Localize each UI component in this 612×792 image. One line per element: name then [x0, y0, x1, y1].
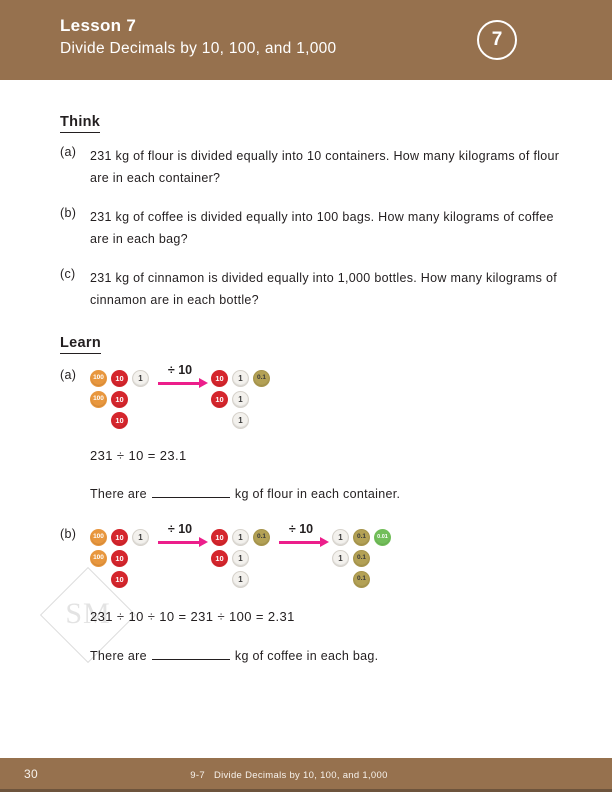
- place-value-disc-0.1: 0.1: [353, 571, 370, 588]
- answer-text-after: kg of coffee in each bag.: [234, 649, 379, 663]
- place-value-disc-0.1: 0.1: [353, 529, 370, 546]
- place-value-disc-1: 1: [232, 370, 249, 387]
- disc-column-10: [211, 370, 228, 408]
- answer-sentence-a: [90, 486, 400, 501]
- disc-column-1: [132, 529, 149, 546]
- place-value-disc-10: 10: [211, 391, 228, 408]
- place-value-disc-1: 1: [232, 529, 249, 546]
- disc-group: [211, 370, 270, 429]
- divide-arrow: [270, 522, 332, 569]
- place-value-disc-10: 10: [211, 529, 228, 546]
- disc-group: [90, 370, 149, 429]
- lesson-title: Divide Decimals by 10, 100, and 1,000: [60, 40, 337, 57]
- watermark-logo: SM: [65, 597, 111, 630]
- place-value-disc-0.1: 0.1: [353, 550, 370, 567]
- place-value-disc-0.01: 0.01: [374, 529, 391, 546]
- place-value-disc-10: 10: [211, 550, 228, 567]
- place-value-disc-10: 10: [111, 571, 128, 588]
- disc-column-1: [132, 370, 149, 387]
- problem-label: (c): [60, 267, 76, 281]
- learn-part-a-label: (a): [60, 368, 77, 382]
- place-value-disc-100: 100: [90, 529, 107, 546]
- footer-lesson-title: Divide Decimals by 10, 100, and 1,000: [213, 770, 388, 781]
- disc-column-0.1: [253, 370, 270, 387]
- learn-part-b-label: (b): [60, 527, 77, 541]
- disc-column-10: [111, 370, 128, 429]
- divide-by-10-label: ÷ 10: [288, 522, 314, 536]
- disc-column-0.01: [374, 529, 391, 546]
- place-value-disc-1: 1: [132, 529, 149, 546]
- place-value-disc-1: 1: [232, 550, 249, 567]
- chapter-badge: [477, 20, 517, 60]
- place-value-disc-1: 1: [232, 571, 249, 588]
- page-footer: [0, 758, 612, 792]
- disc-column-1: [332, 529, 349, 567]
- page-number: 30: [24, 767, 38, 781]
- place-value-disc-0.1: 0.1: [253, 370, 270, 387]
- answer-text-after: kg of flour in each container.: [234, 487, 401, 501]
- disc-column-0.1: [353, 529, 370, 588]
- place-value-disc-1: 1: [332, 550, 349, 567]
- place-value-disc-100: 100: [90, 550, 107, 567]
- footer-lesson-reference: [0, 770, 612, 781]
- place-value-disc-10: 10: [211, 370, 228, 387]
- place-value-disc-0.1: 0.1: [253, 529, 270, 546]
- arrow-head: [199, 537, 208, 547]
- equation-a: 231 ÷ 10 = 23.1: [90, 448, 187, 463]
- divide-by-10-label: ÷ 10: [167, 522, 193, 536]
- place-value-disc-10: 10: [111, 370, 128, 387]
- footer-lesson-code: 9-7: [190, 770, 205, 781]
- place-value-disc-10: 10: [111, 529, 128, 546]
- lesson-header: [0, 0, 612, 80]
- disc-column-1: [232, 370, 249, 429]
- place-value-disc-10: 10: [111, 412, 128, 429]
- arrow-head: [199, 378, 208, 388]
- place-value-disc-1: 1: [132, 370, 149, 387]
- problem-text: 231 kg of flour is divided equally into 10 containers. How many kilograms of flour are in each container?: [90, 149, 560, 185]
- disc-column-1: [232, 529, 249, 588]
- equation-b: 231 ÷ 10 ÷ 10 = 231 ÷ 100 = 2.31: [90, 609, 295, 624]
- disc-column-10: [211, 529, 228, 567]
- problem-text: 231 kg of cinnamon is divided equally into 1,000 bottles. How many kilograms of cinnamon are in each bottle?: [90, 271, 557, 307]
- arrow-line: [279, 541, 321, 544]
- answer-blank: [152, 486, 230, 498]
- answer-text-before: There are: [90, 649, 147, 663]
- arrow-head: [320, 537, 329, 547]
- place-value-disc-1: 1: [332, 529, 349, 546]
- answer-sentence-b: [90, 648, 378, 663]
- learn-heading: Learn: [60, 335, 101, 354]
- place-value-disc-100: 100: [90, 391, 107, 408]
- disc-column-100: [90, 370, 107, 408]
- place-value-disc-diagram-b: [90, 522, 391, 588]
- divide-by-10-label: ÷ 10: [167, 363, 193, 377]
- disc-group: [211, 529, 270, 588]
- arrow-line: [158, 382, 200, 385]
- problem-label: (a): [60, 145, 77, 159]
- disc-column-0.1: [253, 529, 270, 546]
- answer-blank: [152, 648, 230, 660]
- place-value-disc-10: 10: [111, 550, 128, 567]
- answer-text-before: There are: [90, 487, 147, 501]
- place-value-disc-1: 1: [232, 391, 249, 408]
- divide-arrow: [149, 522, 211, 569]
- chapter-badge-number: 7: [491, 29, 503, 50]
- arrow-line: [158, 541, 200, 544]
- lesson-number: Lesson 7: [60, 16, 137, 35]
- place-value-disc-1: 1: [232, 412, 249, 429]
- place-value-disc-10: 10: [111, 391, 128, 408]
- disc-group: [90, 529, 149, 588]
- place-value-disc-diagram-a: [90, 363, 270, 429]
- disc-column-10: [111, 529, 128, 588]
- problem-text: 231 kg of coffee is divided equally into 100 bags. How many kilograms of coffee are in each bag?: [90, 210, 554, 246]
- divide-arrow: [149, 363, 211, 410]
- problem-label: (b): [60, 206, 77, 220]
- disc-group: [332, 529, 391, 588]
- place-value-disc-100: 100: [90, 370, 107, 387]
- disc-column-100: [90, 529, 107, 567]
- think-heading: Think: [60, 114, 100, 133]
